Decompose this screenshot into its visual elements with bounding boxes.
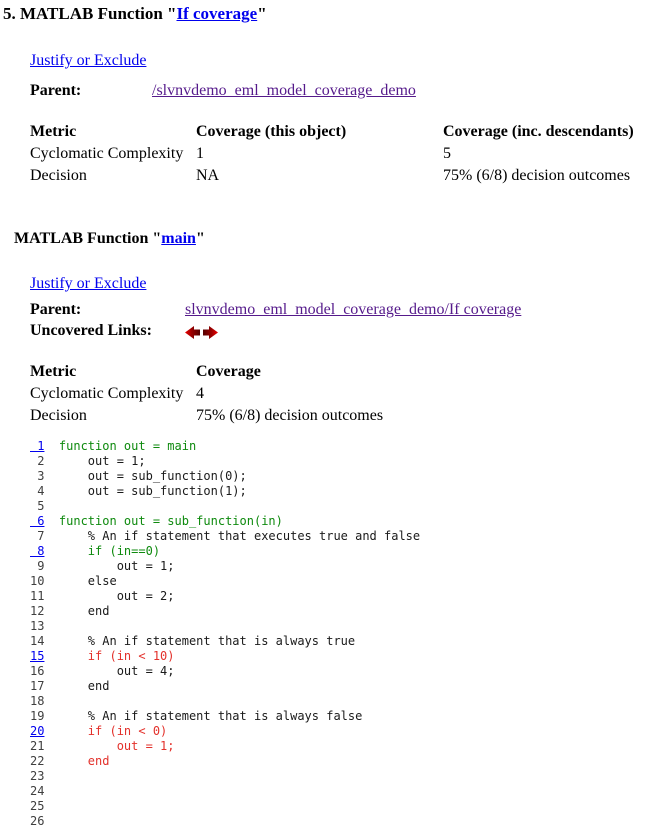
code-text: out = 2;: [44, 589, 175, 603]
metrics-cell: 75% (6/8) decision outcomes: [443, 167, 631, 184]
section-if-heading: [3, 4, 648, 24]
code-line-number: 19: [30, 709, 45, 723]
uncovered-links-label: Uncovered Links:: [30, 322, 152, 339]
metrics-cell: Cyclomatic Complexity: [30, 145, 184, 162]
code-line-number: 9: [30, 559, 45, 573]
metrics-cell: Cyclomatic Complexity: [30, 385, 184, 402]
code-text: [44, 814, 58, 828]
code-text: end: [44, 679, 110, 693]
code-line-number: 12: [30, 604, 45, 618]
code-line-number-link[interactable]: 6: [30, 514, 45, 528]
metrics-column-header: Metric: [30, 363, 77, 380]
code-line-number: 7: [30, 529, 45, 543]
code-line: [30, 664, 648, 679]
code-line: [30, 784, 648, 799]
uncovered-links-icons: [185, 320, 648, 341]
code-line: [30, 529, 648, 544]
section-main-heading-prefix: MATLAB Function ": [14, 230, 162, 247]
code-line: [30, 484, 648, 499]
code-line-number: 2: [30, 454, 45, 468]
metrics-cell: 75% (6/8) decision outcomes: [196, 407, 384, 424]
justify-row: [30, 274, 648, 294]
section-if-coverage: [3, 4, 648, 187]
code-line-number-link[interactable]: 20: [30, 724, 45, 738]
metrics-row: [30, 383, 470, 405]
code-line-number: 13: [30, 619, 45, 633]
justify-or-exclude-link[interactable]: Justify or Exclude: [30, 275, 147, 292]
code-text: out = 1;: [44, 454, 146, 468]
code-text: if (in==0): [44, 544, 161, 558]
code-line: [30, 754, 648, 769]
code-line: [30, 679, 648, 694]
code-text: [44, 784, 58, 798]
metrics-row: [30, 405, 470, 427]
code-line-number: 22: [30, 754, 45, 768]
code-line-number: 5: [30, 499, 45, 513]
code-line: [30, 709, 648, 724]
code-line: [30, 499, 648, 514]
metrics-header-row: [30, 121, 644, 143]
code-line: [30, 649, 648, 664]
code-line: [30, 724, 648, 739]
metrics-header-row: [30, 361, 470, 383]
code-line: [30, 739, 648, 754]
code-line: [30, 769, 648, 784]
justify-or-exclude-link[interactable]: Justify or Exclude: [30, 52, 147, 69]
code-text: % An if statement that is always true: [44, 634, 356, 648]
code-line: [30, 469, 648, 484]
section-main-heading: [14, 229, 648, 248]
code-text: out = 4;: [44, 664, 175, 678]
code-text: function out = sub_function(in): [44, 514, 283, 528]
justify-row: [30, 51, 648, 71]
metrics-cell: 4: [196, 385, 204, 402]
code-text: else: [44, 574, 117, 588]
code-text: end: [44, 754, 110, 768]
code-line: [30, 589, 648, 604]
metrics-cell: 5: [443, 145, 451, 162]
parent-chart-link[interactable]: slvnvdemo_eml_model_coverage_demo/If coverage: [185, 301, 522, 318]
code-line: [30, 574, 648, 589]
section-if-heading-suffix: ": [257, 4, 267, 23]
code-line: [30, 694, 648, 709]
metrics-cell: Decision: [30, 167, 87, 184]
main-function-link[interactable]: main: [161, 230, 196, 247]
code-line-number: 3: [30, 469, 45, 483]
code-text: if (in < 10): [44, 649, 175, 663]
metrics-row: [30, 143, 644, 165]
code-line: [30, 799, 648, 814]
section-main-body: [30, 274, 648, 427]
code-line-number-link[interactable]: 1: [30, 439, 45, 453]
metrics-column-header: Metric: [30, 123, 77, 140]
code-line-number: 14: [30, 634, 45, 648]
code-line: [30, 514, 648, 529]
metrics-column-header: Coverage (inc. descendants): [443, 123, 634, 140]
code-line-number: 24: [30, 784, 45, 798]
code-line-number-link[interactable]: 15: [30, 649, 45, 663]
code-line: [30, 619, 648, 634]
code-line-number: 21: [30, 739, 45, 753]
uncovered-link-previous[interactable]: [185, 326, 200, 339]
section-main-heading-suffix: ": [195, 230, 205, 247]
metrics-column-header: Coverage: [196, 363, 261, 380]
code-line-number-link[interactable]: 8: [30, 544, 45, 558]
code-line-number: 10: [30, 574, 45, 588]
code-text: [44, 799, 58, 813]
code-line: [30, 439, 648, 454]
code-text: out = sub_function(1);: [44, 484, 247, 498]
code-line: [30, 634, 648, 649]
code-text: end: [44, 604, 110, 618]
code-line: [30, 454, 648, 469]
section-if-body: [30, 51, 648, 187]
code-line: [30, 559, 648, 574]
parent-row: [30, 299, 648, 320]
metrics-cell: NA: [196, 167, 220, 184]
metrics-table-if: [30, 121, 644, 187]
code-text: [44, 694, 58, 708]
metrics-table-main: [30, 361, 470, 427]
code-line-number: 23: [30, 769, 45, 783]
code-line: [30, 544, 648, 559]
arrow-left-icon: [185, 326, 200, 339]
code-text: out = sub_function(0);: [44, 469, 247, 483]
code-text: [44, 769, 58, 783]
code-line: [30, 604, 648, 619]
code-text: out = 1;: [44, 559, 175, 573]
code-text: [44, 619, 58, 633]
code-line-number: 4: [30, 484, 45, 498]
code-text: % An if statement that is always false: [44, 709, 363, 723]
parent-model-link[interactable]: /slvnvdemo_eml_model_coverage_demo: [152, 82, 416, 99]
if-coverage-link[interactable]: If coverage: [176, 4, 258, 23]
metrics-row: [30, 165, 644, 187]
code-line-number: 25: [30, 799, 45, 813]
code-text: % An if statement that executes true and false: [44, 529, 421, 543]
code-line-number: 17: [30, 679, 45, 693]
section-if-heading-prefix: 5. MATLAB Function ": [3, 4, 177, 23]
code-line-number: 18: [30, 694, 45, 708]
code-line-number: 11: [30, 589, 45, 603]
section-main: [3, 229, 648, 427]
code-line-number: 26: [30, 814, 45, 828]
code-listing: [30, 439, 648, 829]
parent-row: [30, 80, 648, 101]
parent-label: Parent:: [30, 301, 82, 318]
code-line-number: 16: [30, 664, 45, 678]
code-text: [44, 499, 58, 513]
arrow-right-icon: [203, 326, 218, 339]
uncovered-link-next[interactable]: [203, 326, 218, 339]
code-text: if (in < 0): [44, 724, 168, 738]
parent-label: Parent:: [30, 82, 82, 99]
uncovered-links-row: [30, 320, 648, 341]
code-text: out = 1;: [44, 739, 175, 753]
code-text: function out = main: [44, 439, 197, 453]
metrics-column-header: Coverage (this object): [196, 123, 347, 140]
metrics-cell: Decision: [30, 407, 87, 424]
metrics-cell: 1: [196, 145, 204, 162]
